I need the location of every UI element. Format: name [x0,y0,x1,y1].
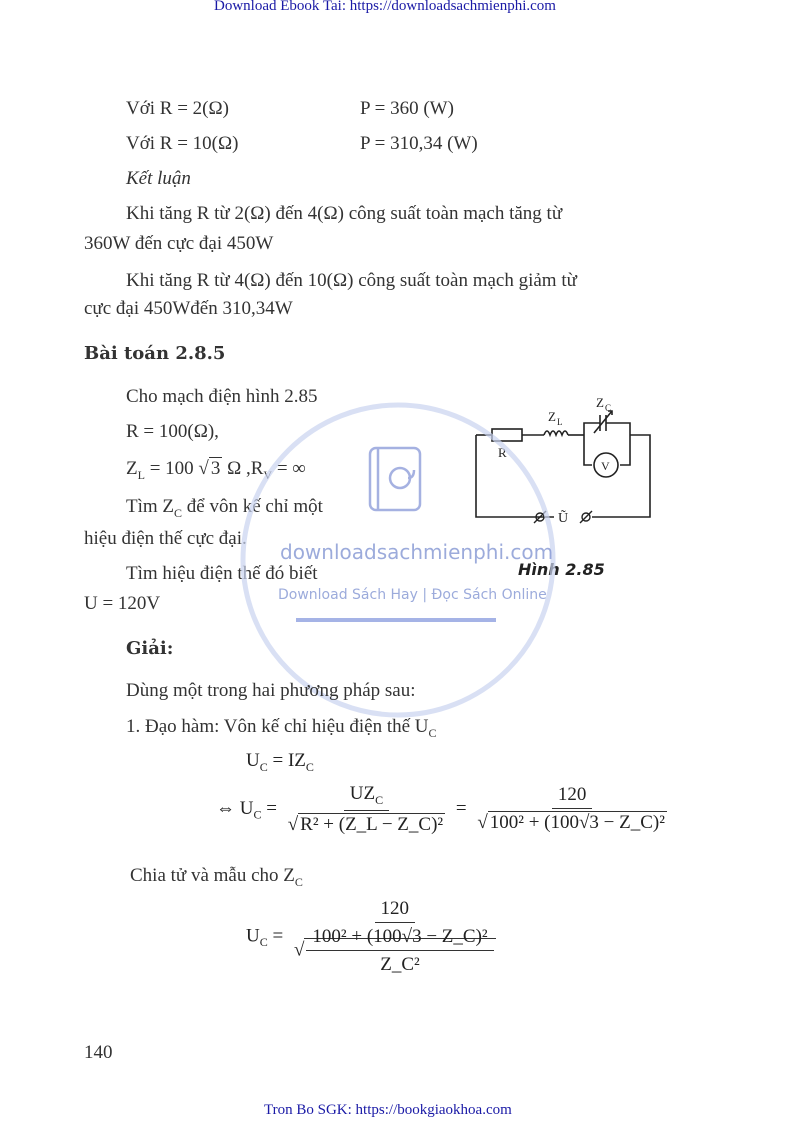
figure-caption: Hình 2.85 [518,560,605,579]
conclusion-p2-line1: Khi tăng R từ 4(Ω) đến 10(Ω) công suất toàn mạch giảm từ [126,270,577,291]
label-zc-sub: C [605,403,612,413]
problem-line-1: Cho mạch điện hình 2.85 [126,386,318,407]
watermark-site: downloadsachmienphi.com [280,540,554,564]
equation-uc-iz: $U_C = IZ_C$ [246,750,314,774]
label-zl-sub: L [557,417,563,427]
row-r10-power: P = 310,34 (W) [360,133,478,154]
label-v: V [601,459,610,473]
solution-heading: Giải: [126,638,174,659]
problem-line-2: R = 100(Ω), [126,421,219,442]
conclusion-p2-line2: cực đại 450Wđến 310,34W [84,298,293,319]
problem-line-4: Tìm $Z_C$ để vôn kế chỉ một [126,496,323,520]
problem-line-3: $Z_L = 100$ √ 3 Ω $,R_V$ = ∞ [126,458,306,482]
problem-line-5: hiệu điện thế cực đại. [84,528,247,549]
page-number: 140 [84,1042,113,1063]
problem-title: Bài toán 2.8.5 [84,343,226,364]
solution-method-1: 1. Đạo hàm: Vôn kế chỉ hiệu điện thế $U_C$ [126,716,437,740]
fraction-divided: 120 √ $\frac{\text{100² + (100√3 − Z\_C)²}}{\text{Z\_C²}}$ [288,898,502,976]
fraction-120: $\frac{120}{\text{√ 100² + (100√3 − Z\_C)²}}$ [477,784,665,834]
row-r2-power: P = 360 (W) [360,98,454,119]
row-r10-label: Với R = 10(Ω) [126,133,239,154]
problem-line-6: Tìm hiệu điện thế đó biết [126,563,318,584]
label-u: Ũ [558,511,569,525]
header-download-link[interactable]: Download Ebook Tai: https://downloadsachmienphi.com [214,0,556,14]
label-r: R [498,445,507,460]
conclusion-heading: Kết luận [126,168,191,189]
watermark-tagline: Download Sách Hay | Đọc Sách Online [278,587,547,603]
label-zl: Z [548,409,556,424]
equation-uc-fraction: ⇔ $U_C$ = $\frac{UZ_C}{\text{√ R² + (Z\_L − Z\_C)²}}$ = $\frac{120}{\text{√ 100² + (100√3 − Z\_C)²}}$ [216,783,673,836]
conclusion-p1-line2: 360W đến cực đại 450W [84,233,274,254]
equation-uc-divided: $U_C$ = 120 √ $\frac{\text{100² + (100√3 − Z\_C)²}}{\text{Z\_C²}}$ [246,898,502,976]
row-r2-label: Với R = 2(Ω) [126,98,229,119]
conclusion-p1-line1: Khi tăng R từ 2(Ω) đến 4(Ω) công suất toàn mạch tăng từ [126,203,563,224]
label-zc: Z [596,395,604,410]
solution-intro: Dùng một trong hai phương pháp sau: [126,680,416,701]
solution-divide: Chia tử và mẫu cho $Z_C$ [130,865,303,889]
fraction-uzc: $\frac{UZ_C}{\text{√ R² + (Z\_L − Z\_C)²}}$ [287,783,444,835]
problem-line-7: U = 120V [84,593,161,614]
footer-sgk-link[interactable]: Tron Bo SGK: https://bookgiaokhoa.com [264,1102,512,1118]
